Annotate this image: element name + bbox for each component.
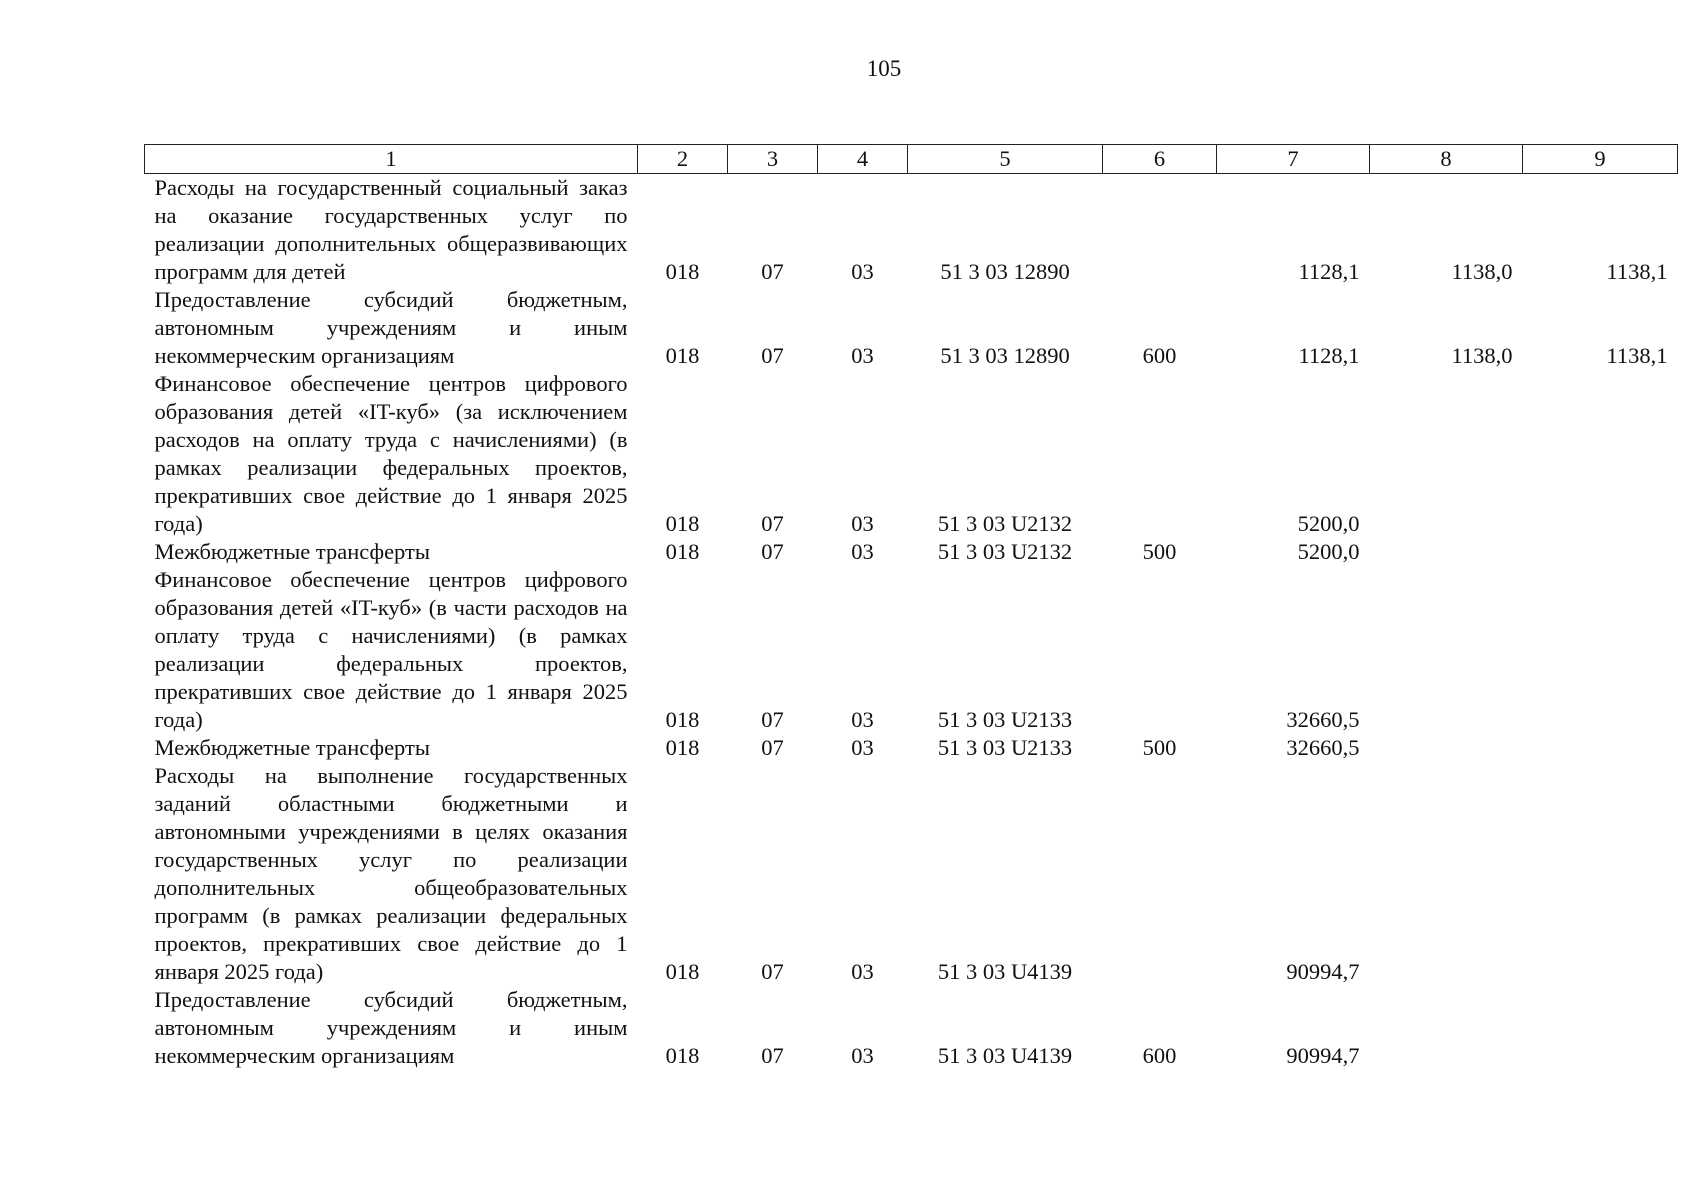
header-col-3: 3 <box>728 145 818 174</box>
row-code-target: 51 3 03 U2133 <box>937 707 1073 732</box>
header-col-9: 9 <box>1523 145 1678 174</box>
row-code-section: 07 <box>761 539 784 564</box>
row-code-section: 07 <box>761 259 784 284</box>
row-amount-year2 <box>1370 986 1523 1070</box>
row-code-section: 07 <box>761 1043 784 1068</box>
row-code-subsection: 03 <box>851 343 874 368</box>
row-code-expense-type <box>1103 566 1217 734</box>
row-amount-year3 <box>1523 538 1678 566</box>
header-row <box>145 145 1678 174</box>
row-amount-year1: 1128,1 <box>1298 259 1360 284</box>
row-code-expense-type <box>1103 174 1217 287</box>
row-code-section: 07 <box>761 511 784 536</box>
row-amount-year1: 32660,5 <box>1286 735 1360 760</box>
row-amount-year3 <box>1523 566 1678 734</box>
row-amount-year2 <box>1370 538 1523 566</box>
row-amount-year1: 90994,7 <box>1286 1043 1360 1068</box>
table-row <box>145 762 1678 986</box>
row-amount-year2 <box>1370 762 1523 986</box>
header-col-2: 2 <box>638 145 728 174</box>
table-row <box>145 370 1678 538</box>
row-amount-year3: 1138,1 <box>1606 259 1668 284</box>
row-amount-year2: 1138,0 <box>1451 343 1513 368</box>
row-amount-year1: 32660,5 <box>1286 707 1360 732</box>
row-amount-year2 <box>1370 566 1523 734</box>
row-code-expense-type <box>1103 370 1217 538</box>
row-description: Расходы на выполнение государственных заданий областными бюджетными и автономными учреждениями в целях оказания государственных услуг по реализации дополнительных общеобразовательных программ (в рамках реализации федеральных проектов, прекративших свое действие до 1 января 2025 года) <box>154 763 628 984</box>
row-code-target: 51 3 03 U4139 <box>937 959 1073 984</box>
row-amount-year3: 1138,1 <box>1606 343 1668 368</box>
header-col-7: 7 <box>1217 145 1370 174</box>
row-code-ministry: 018 <box>665 707 700 732</box>
row-description: Предоставление субсидий бюджетным, автономным учреждениям и иным некоммерческим организациям <box>154 287 628 368</box>
row-amount-year1: 1128,1 <box>1298 343 1360 368</box>
table-row <box>145 286 1678 370</box>
row-code-expense-type: 500 <box>1142 735 1177 760</box>
row-code-expense-type: 500 <box>1142 539 1177 564</box>
row-code-target: 51 3 03 U2133 <box>937 735 1073 760</box>
row-code-ministry: 018 <box>665 959 700 984</box>
row-amount-year1: 90994,7 <box>1286 959 1360 984</box>
row-code-ministry: 018 <box>665 539 700 564</box>
row-description: Финансовое обеспечение центров цифрового образования детей «IT-куб» (за исключением расходов на оплату труда с начислениями) (в рамках реализации федеральных проектов, прекративших свое действие до 1 января 2025 года) <box>154 371 628 536</box>
row-amount-year1: 5200,0 <box>1297 511 1360 536</box>
row-description: Расходы на государственный социальный заказ на оказание государственных услуг по реализации дополнительных общеразвивающих программ для детей <box>154 175 628 284</box>
table-row <box>145 986 1678 1070</box>
table-body <box>145 174 1678 1071</box>
row-amount-year3 <box>1523 734 1678 762</box>
row-code-subsection: 03 <box>851 511 874 536</box>
row-code-ministry: 018 <box>665 259 700 284</box>
row-code-section: 07 <box>761 959 784 984</box>
table-header <box>145 145 1678 174</box>
row-description: Предоставление субсидий бюджетным, автономным учреждениям и иным некоммерческим организациям <box>154 987 628 1068</box>
row-code-target: 51 3 03 U2132 <box>937 539 1073 564</box>
row-amount-year2: 1138,0 <box>1451 259 1513 284</box>
row-code-target: 51 3 03 U4139 <box>937 1043 1073 1068</box>
row-code-subsection: 03 <box>851 707 874 732</box>
table-row <box>145 538 1678 566</box>
header-col-8: 8 <box>1370 145 1523 174</box>
row-code-target: 51 3 03 12890 <box>940 259 1070 284</box>
row-code-target: 51 3 03 12890 <box>940 343 1070 368</box>
budget-table <box>144 144 1678 1070</box>
row-code-target: 51 3 03 U2132 <box>937 511 1073 536</box>
row-amount-year3 <box>1523 762 1678 986</box>
row-code-ministry: 018 <box>665 735 700 760</box>
row-code-subsection: 03 <box>851 735 874 760</box>
row-code-expense-type: 600 <box>1142 1043 1177 1068</box>
row-amount-year3 <box>1523 986 1678 1070</box>
row-code-subsection: 03 <box>851 259 874 284</box>
table-row <box>145 566 1678 734</box>
row-description: Межбюджетные трансферты <box>154 735 430 760</box>
row-code-subsection: 03 <box>851 539 874 564</box>
page-number: 105 <box>866 56 902 81</box>
table-row <box>145 734 1678 762</box>
header-col-6: 6 <box>1103 145 1217 174</box>
row-code-subsection: 03 <box>851 1043 874 1068</box>
row-code-section: 07 <box>761 735 784 760</box>
row-code-expense-type: 600 <box>1142 343 1177 368</box>
table-row <box>145 174 1678 287</box>
header-col-5: 5 <box>908 145 1103 174</box>
row-description: Финансовое обеспечение центров цифрового образования детей «IT-куб» (в части расходов на оплату труда с начислениями) (в рамках реализации федеральных проектов, прекративших свое действие до 1 января 2025 года) <box>154 567 628 732</box>
row-code-expense-type <box>1103 762 1217 986</box>
row-code-ministry: 018 <box>665 1043 700 1068</box>
header-col-1: 1 <box>145 145 638 174</box>
row-code-subsection: 03 <box>851 959 874 984</box>
header-col-4: 4 <box>818 145 908 174</box>
row-amount-year2 <box>1370 734 1523 762</box>
row-amount-year2 <box>1370 370 1523 538</box>
row-code-section: 07 <box>761 707 784 732</box>
row-code-section: 07 <box>761 343 784 368</box>
row-description: Межбюджетные трансферты <box>154 539 430 564</box>
row-code-ministry: 018 <box>665 511 700 536</box>
row-amount-year1: 5200,0 <box>1297 539 1360 564</box>
row-code-ministry: 018 <box>665 343 700 368</box>
row-amount-year3 <box>1523 370 1678 538</box>
